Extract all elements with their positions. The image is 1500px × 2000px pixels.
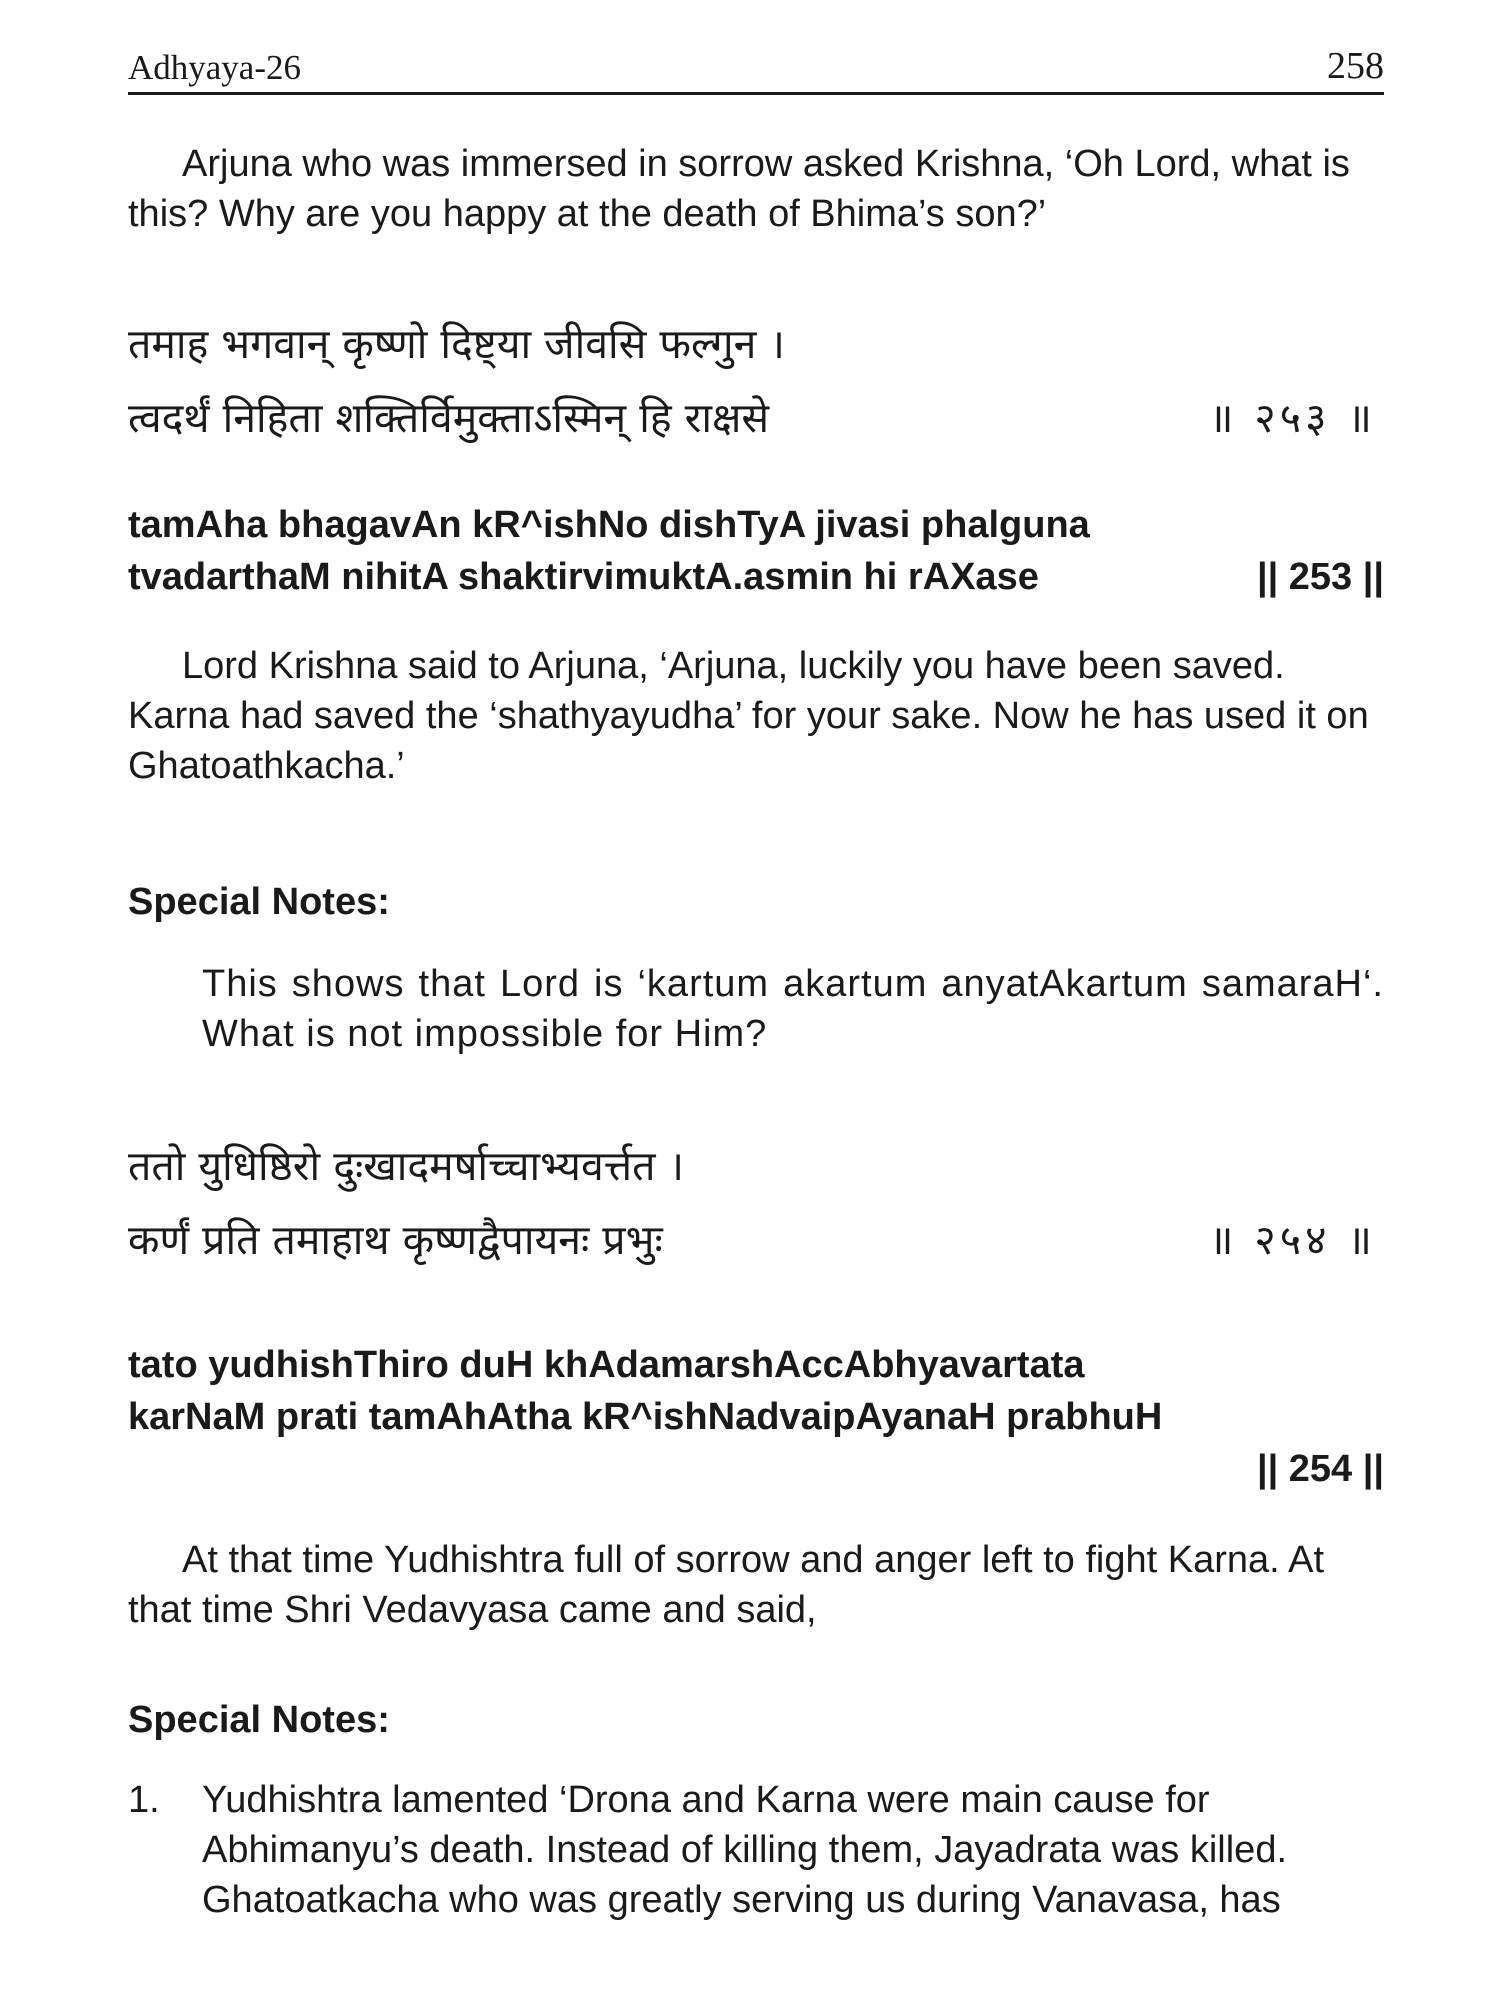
special-note-text: This shows that Lord is ‘kartum akartum anyatAkartum samaraH‘. What is not impossible for Him?: [202, 963, 1384, 1055]
verse-text: कर्णं प्रति तमाहाथ कृष्णद्वैपायनः प्रभुः: [128, 1216, 663, 1264]
transliteration-253: [128, 499, 1384, 603]
special-notes-heading: Special Notes:: [128, 881, 390, 923]
list-item: [128, 1775, 1384, 1925]
list-marker: 1.: [128, 1779, 160, 1821]
book-page: [128, 40, 1384, 1925]
transliteration-254: [128, 1339, 1384, 1495]
verse-number: ॥ २५४ ॥: [1208, 1216, 1376, 1264]
verse-text: तमाह भगवान् कृष्णो दिष्ट्या जीवसि फल्गुन ।: [128, 320, 785, 368]
translit-line: [128, 1339, 1384, 1391]
sanskrit-verse-254: [128, 1129, 1384, 1277]
translit-number-line: [128, 1443, 1384, 1495]
verse-line: [128, 1129, 1384, 1203]
translit-line: [128, 499, 1384, 551]
verse-line: [128, 381, 1384, 455]
translit-number: || 254 ||: [1256, 1448, 1384, 1490]
special-notes-heading: Special Notes:: [128, 1699, 390, 1741]
translit-text: tamAha bhagavAn kR^ishNo dishTyA jivasi phalguna: [128, 504, 1090, 546]
chapter-title: Adhyaya-26: [128, 48, 302, 87]
translit-number: || 253 ||: [1256, 556, 1384, 598]
translit-text: tato yudhishThiro duH khAdamarshAccAbhyavartata: [128, 1344, 1085, 1386]
translit-line: [128, 1391, 1384, 1443]
page-header: [128, 40, 1384, 95]
verse-text: ततो युधिष्ठिरो दुःखादमर्षाच्चाभ्यवर्त्तत ।: [128, 1142, 685, 1190]
paragraph-arjuna-question: Arjuna who was immersed in sorrow asked Krishna, ‘Oh Lord, what is this? Why are you happy at the death of Bhima’s son?’: [128, 143, 1350, 235]
list-item-text: Yudhishtra lamented ‘Drona and Karna were main cause for Abhimanyu’s death. Instead of killing them, Jayadrata was killed. Ghatoatkacha who was greatly serving us during Vanavasa, has: [202, 1779, 1288, 1921]
paragraph-yudhishtra: At that time Yudhishtra full of sorrow and anger left to fight Karna. At that time Shri Vedavyasa came and said,: [128, 1539, 1325, 1631]
verse-line: [128, 1203, 1384, 1277]
verse-line: [128, 307, 1384, 381]
verse-text: त्वदर्थं निहिता शक्तिर्विमुक्ताऽस्मिन् हि राक्षसे: [128, 394, 770, 442]
page-number: 258: [1327, 45, 1384, 87]
translit-line: [128, 551, 1384, 603]
paragraph-krishna-reply: Lord Krishna said to Arjuna, ‘Arjuna, luckily you have been saved. Karna had saved the ‘shathyayudha’ for your sake. Now he has used it on Ghatoathkacha.’: [128, 645, 1369, 787]
translit-text: karNaM prati tamAhAtha kR^ishNadvaipAyanaH prabhuH: [128, 1396, 1163, 1438]
verse-number: ॥ २५३ ॥: [1208, 394, 1376, 442]
translit-text: tvadarthaM nihitA shaktirvimuktA.asmin hi rAXase: [128, 556, 1039, 598]
sanskrit-verse-253: [128, 307, 1384, 455]
